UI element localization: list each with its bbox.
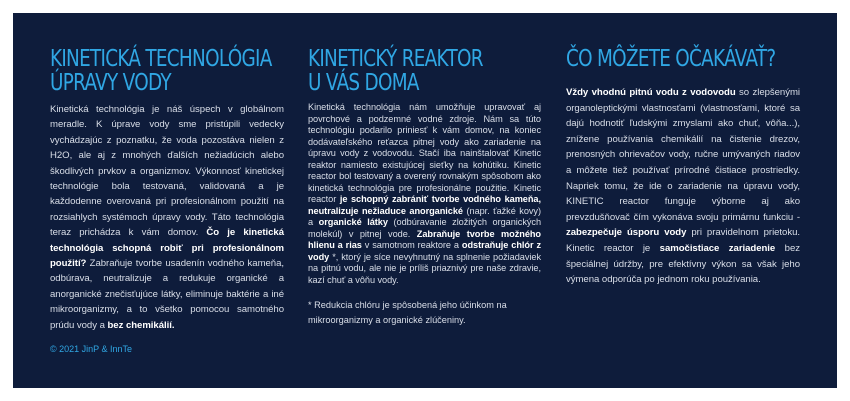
bold-text-run: Vždy vhodnú pitnú vodu z vodovodu (566, 87, 736, 98)
title-line: ČO MÔŽETE OČAKÁVAŤ? (566, 46, 776, 72)
column-title (50, 47, 284, 95)
column-kineticka-technologia (50, 47, 284, 333)
text-run: bez špeciálnej údržby, pre efektívny výkon sa však jeho výmena odporúča po jednom roku používania. (566, 242, 800, 286)
title-line: KINETICKÝ REAKTOR (308, 46, 483, 72)
title-line: U VÁS DOMA (308, 70, 419, 96)
column-co-mozete-ocakavat (566, 47, 800, 288)
text-run: (odbúravanie zložitých organických molekúl) v pitnej vode. (308, 217, 542, 239)
text-run: v samotnom reaktore a (361, 240, 462, 250)
bold-text-run: odstraňuje chlór z vody (308, 240, 541, 262)
text-run: Zabraňuje tvorbe usadenín vodného kameňa, odbúrava, neutralizuje a redukuje organické a anorganické znečisťujúce látky, eliminuje baktérie a iné mikroorganizmy, a to všetko pomocou samotného prúdu vody a (50, 258, 284, 331)
bold-text-run: organické látky (318, 217, 388, 227)
footnote: * Redukcia chlóru je spôsobená jeho účinkom na mikroorganizmy a organické zlúčeniny. (308, 300, 507, 325)
column-kineticky-reaktor (308, 47, 541, 328)
bold-text-run: Čo je kinetická technológia schopná robiť pri profesionálnom použití? (50, 227, 284, 270)
bold-text-run: bez chemikálií. (107, 319, 175, 331)
column-body (50, 102, 284, 333)
column-title (308, 47, 541, 95)
text-run: pri pravidelnom prietoku. Kinetic reactor je (566, 227, 800, 254)
dark-panel (13, 13, 837, 388)
bold-text-run: samočistiace zariadenie (659, 242, 776, 254)
text-run: (napr. ťažké kovy) a (308, 205, 541, 227)
bold-text-run: je schopný zabrániť tvorbe vodného kameňa, neutralizuje nežiaduce anorganické (308, 194, 541, 216)
title-line: KINETICKÁ TECHNOLÓGIA (50, 46, 272, 72)
copyright: © 2021 JinP & InnTe (50, 344, 133, 354)
bold-text-run: Zabraňuje tvorbe možného hlienu a rias (308, 228, 541, 250)
column-body (308, 102, 541, 286)
text-run: so zlepšenými organoleptickými vlastnosťami (vlastnosťami, ktoré sa dajú hodnotiť ľudskými zmyslami ako chuť, vôňa...), znížene používania chemikálií na čistenie drezov, prenosných ohrievačov vody, ručne umývaných riadov a môžete tiež používať prírodné čistiace prostriedky. Napriek tomu, že ide o zariadenie na úpravu vody, KINETIC reactor funguje výborne aj ako prevzdušňovač čím vykonáva svoju primárnu funkciu - (566, 87, 800, 223)
column-title (566, 47, 800, 71)
text-run: Kinetická technológia nám umožňuje upravovať aj povrchové a podzemné vodné zdroje. Nám sa túto technológiu podarilo priniesť k vám domov, na koniec dodávateľského reťazca pitnej vody ako zariadenie na úpravu vody z vodovodu. Stačí iba nainštalovať Kinetic reaktor namiesto existujúcej sieťky na kohútiku. Kinetic reactor bol testovaný a overený rovnakým spôsobom ako kinetická technológia pre profesionálne použitie. Kinetic reactor (308, 102, 541, 204)
title-line: ÚPRAVY VODY (50, 70, 171, 96)
text-run: *, ktorý je síce nevyhnutný na splnenie požiadaviek na pitnú vodu, ale nie je príliš priaznivý pre naše zdravie, kazí chuť a vôňu vody. (308, 251, 541, 285)
column-body (566, 85, 800, 288)
bold-text-run: zabezpečuje úsporu vody (566, 227, 687, 239)
text-run: Kinetická technológia je náš úspech v globálnom meradle. K úprave vody sme pristúpili vedecky vychádzajúc z poznatku, že voda pozostáva nielen z H2O, ale aj z mnohých ďalších nežiadúcich alebo škodlivých prvkov a organizmov. Výkonnosť kinetickej technológie bola testovaná, validovaná a je každodenne overovaná pri profesionálnom použití na rozsiahlych systémoch úpravy vody. Táto technológia teraz prichádza k vám domov. (50, 104, 284, 239)
